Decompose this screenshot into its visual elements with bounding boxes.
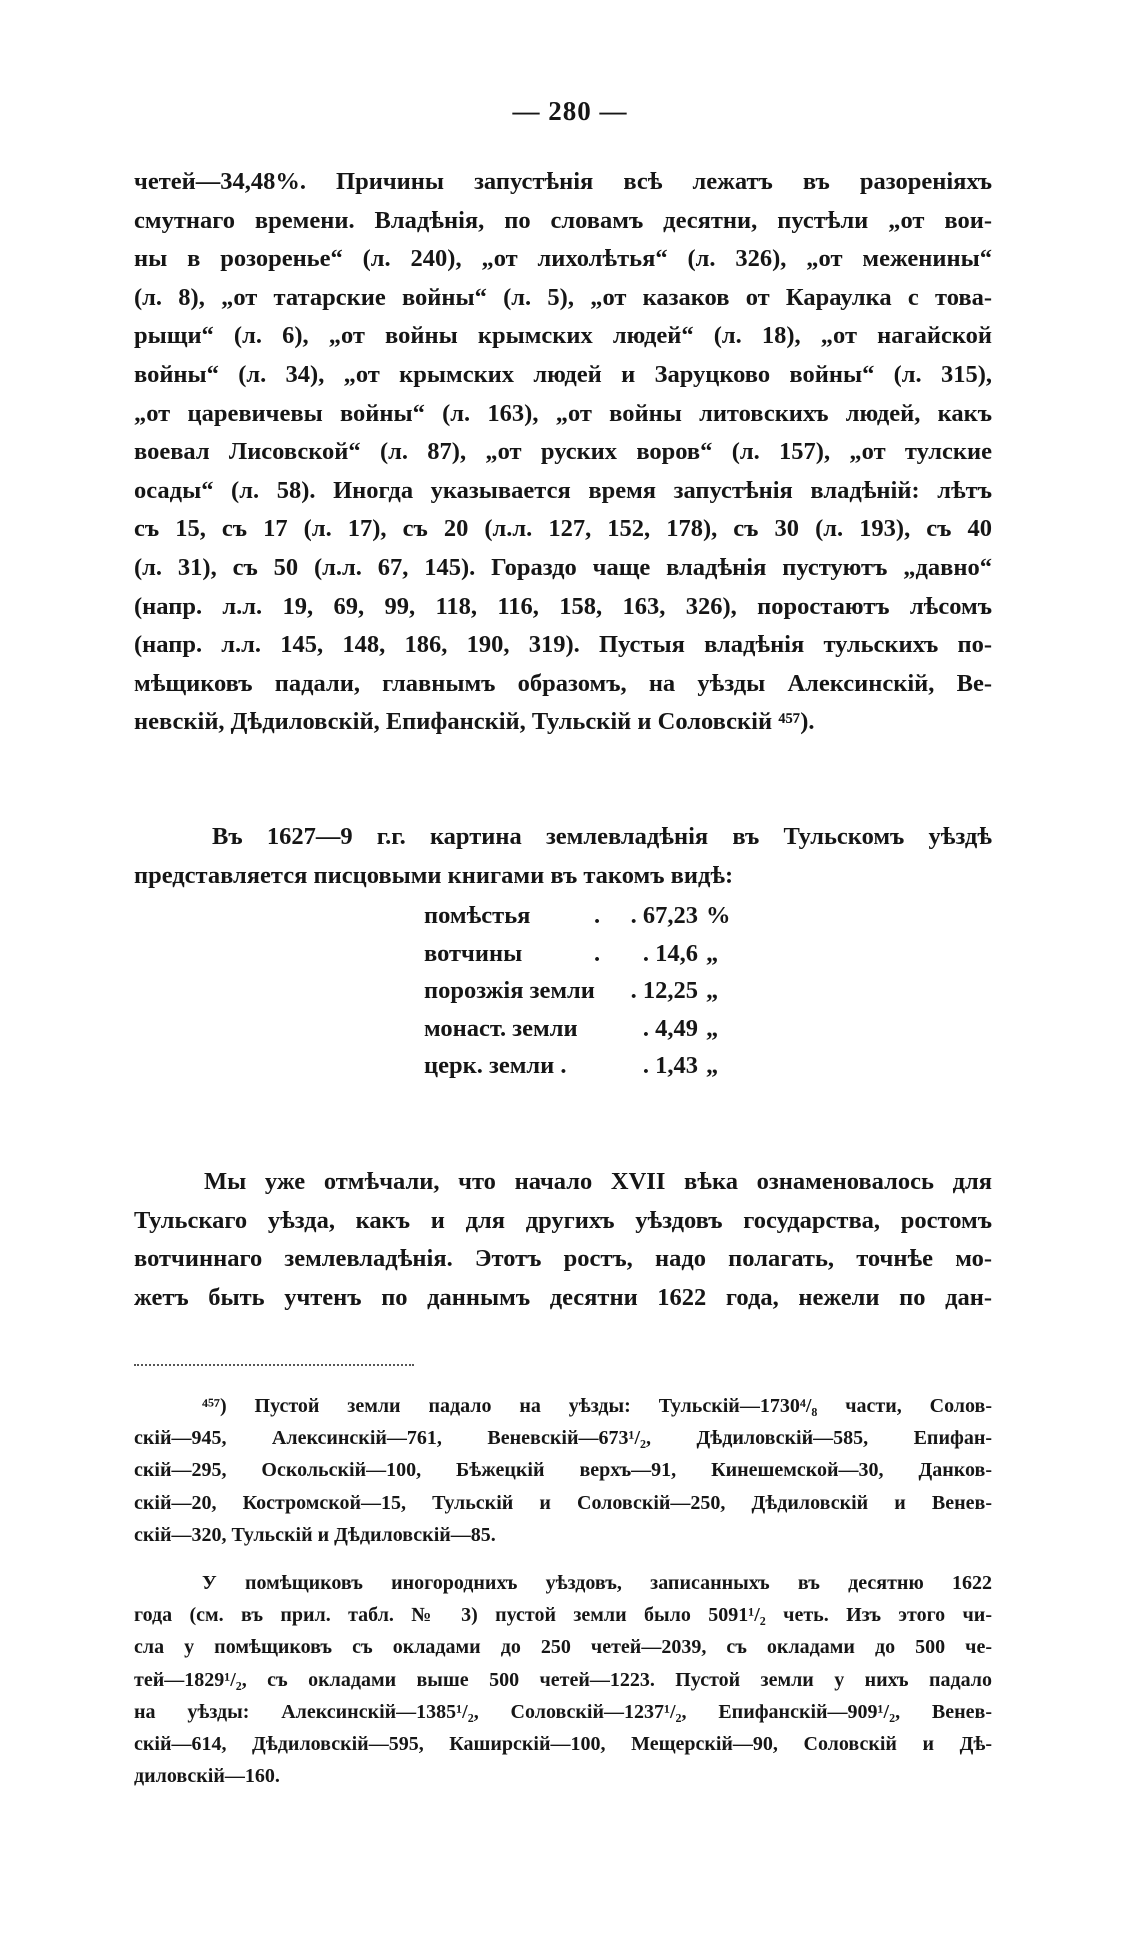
land-ownership-table — [424, 897, 844, 1085]
footnote-line: скій—20, Костромской—15, Тульскій и Соловскій—250, Дѣдиловскій и Венев- — [134, 1491, 992, 1514]
footnote-divider — [134, 1364, 414, 1366]
text-line: мѣщиковъ падали, главнымъ образомъ, на уѣзды Алексинскій, Ве- — [134, 669, 992, 697]
paragraph-intro-table — [134, 818, 992, 895]
text-line: Мы уже отмѣчали, что начало XVII вѣка ознаменовалось для — [204, 1168, 992, 1195]
table-row-value: . 4,49 — [642, 1014, 698, 1042]
table-row-dot: . — [594, 939, 601, 967]
text-line: (л. 31), съ 50 (л.л. 67, 145). Гораздо чаще владѣнія пустуютъ „давно“ — [134, 553, 992, 581]
table-row-label: монаст. земли — [424, 1014, 578, 1042]
paragraph-closing — [134, 1163, 992, 1317]
text-line: Въ 1627—9 г.г. картина землевладѣнія въ Тульскомъ уѣздѣ — [212, 823, 992, 850]
text-line: (напр. л.л. 145, 148, 186, 190, 319). Пустыя владѣнія тульскихъ по- — [134, 631, 992, 659]
table-row-unit: % — [706, 902, 731, 929]
table-row-unit: „ — [706, 1052, 719, 1079]
text-line: войны“ (л. 34), „от крымских людей и Заруцково войны“ (л. 315), — [134, 360, 992, 388]
text-line: ны в розоренье“ (л. 240), „от лихолѣтья“ (л. 326), „от меженины“ — [134, 245, 992, 273]
table-row-label: церк. земли . — [424, 1052, 567, 1079]
footnote-line: на уѣзды: Алексинскій—1385¹/₂, Соловскій—1237¹/₂, Епифанскій—909¹/₂, Венев- — [134, 1700, 992, 1723]
table-row-label: порозжія земли — [424, 977, 595, 1004]
text-line: „от царевичевы войны“ (л. 163), „от войны литовскихъ людей, какъ — [134, 399, 992, 427]
table-row — [424, 897, 844, 935]
text-line: представляется писцовыми книгами въ такомъ видѣ: — [134, 861, 734, 889]
page-number: — 280 — — [512, 96, 628, 126]
footnote-line: диловскій—160. — [134, 1765, 280, 1788]
table-row-unit: „ — [706, 939, 719, 967]
footnote-line: скій—295, Оскольскій—100, Бѣжецкій верхъ—91, Кинешемской—30, Данков- — [134, 1459, 992, 1482]
footnote-line: тей—1829¹/₂, съ окладами выше 500 четей—1223. Пустой земли у нихъ падало — [134, 1668, 992, 1691]
text-line: Тульскаго уѣзда, какъ и для другихъ уѣздовъ государства, ростомъ — [134, 1206, 992, 1234]
text-line: рыщи“ (л. 6), „от войны крымских людей“ (л. 18), „от нагайской — [134, 322, 992, 350]
footnote-line: У помѣщиковъ иногороднихъ уѣздовъ, записанныхъ въ десятню 1622 — [202, 1572, 992, 1594]
table-row-unit: „ — [706, 977, 719, 1004]
text-line: невскій, Дѣдиловскій, Епифанскій, Тульскій и Соловскій ⁴⁵⁷). — [134, 708, 815, 736]
text-line: жетъ быть учтенъ по даннымъ десятни 1622 года, нежели по дан- — [134, 1283, 992, 1311]
table-row — [424, 935, 844, 973]
text-line: (напр. л.л. 19, 69, 99, 118, 116, 158, 163, 326), поростаютъ лѣсомъ — [134, 592, 992, 620]
text-line: съ 15, съ 17 (л. 17), съ 20 (л.л. 127, 152, 178), съ 30 (л. 193), съ 40 — [134, 515, 992, 543]
text-line: вотчиннаго землевладѣнія. Этотъ ростъ, надо полагать, точнѣе мо- — [134, 1245, 992, 1273]
text-line: осады“ (л. 58). Иногда указывается время запустѣнія владѣній: лѣтъ — [134, 476, 992, 504]
table-row — [424, 972, 844, 1010]
paragraph-main — [134, 163, 992, 742]
table-row-label: помѣстья — [424, 902, 531, 929]
table-row-dot: . — [594, 902, 601, 929]
footnote-line: скій—945, Алексинскій—761, Веневскій—673¹/₂, Дѣдиловскій—585, Епифан- — [134, 1427, 992, 1450]
table-row — [424, 1047, 844, 1085]
footnote-line: скій—614, Дѣдиловскій—595, Каширскій—100, Мещерскій—90, Соловскій и Дѣ- — [134, 1732, 992, 1755]
table-row — [424, 1010, 844, 1048]
table-row-value: . 1,43 — [642, 1052, 698, 1079]
table-row-unit: „ — [706, 1014, 719, 1042]
footnote-line: года (см. въ прил. табл. № 3) пустой земли было 5091¹/₂ четь. Изъ этого чи- — [134, 1604, 992, 1627]
footnote-line: сла у помѣщиковъ съ окладами до 250 четей—2039, съ окладами до 500 че- — [134, 1636, 992, 1659]
footnote-457 — [134, 1390, 992, 1551]
footnote-line: скій—320, Тульскій и Дѣдиловскій—85. — [134, 1523, 496, 1546]
footnote-continuation — [134, 1567, 992, 1792]
footnote-line: ⁴⁵⁷) Пустой земли падало на уѣзды: Тульскій—1730⁴/₈ части, Солов- — [202, 1395, 992, 1417]
text-line: смутнаго времени. Владѣнія, по словамъ десятни, пустѣли „от вои- — [134, 206, 992, 234]
table-row-value: . 14,6 — [642, 939, 698, 967]
table-row-label: вотчины — [424, 939, 523, 967]
table-row-value: . 67,23 — [630, 902, 698, 929]
text-line: воевал Лисовской“ (л. 87), „от руских воров“ (л. 157), „от тулские — [134, 438, 992, 466]
table-row-value: . 12,25 — [630, 977, 698, 1004]
text-line: четей—34,48%. Причины запустѣнія всѣ лежатъ въ разореніяхъ — [134, 168, 992, 195]
text-line: (л. 8), „от татарские войны“ (л. 5), „от казаков от Караулка с това- — [134, 283, 992, 311]
